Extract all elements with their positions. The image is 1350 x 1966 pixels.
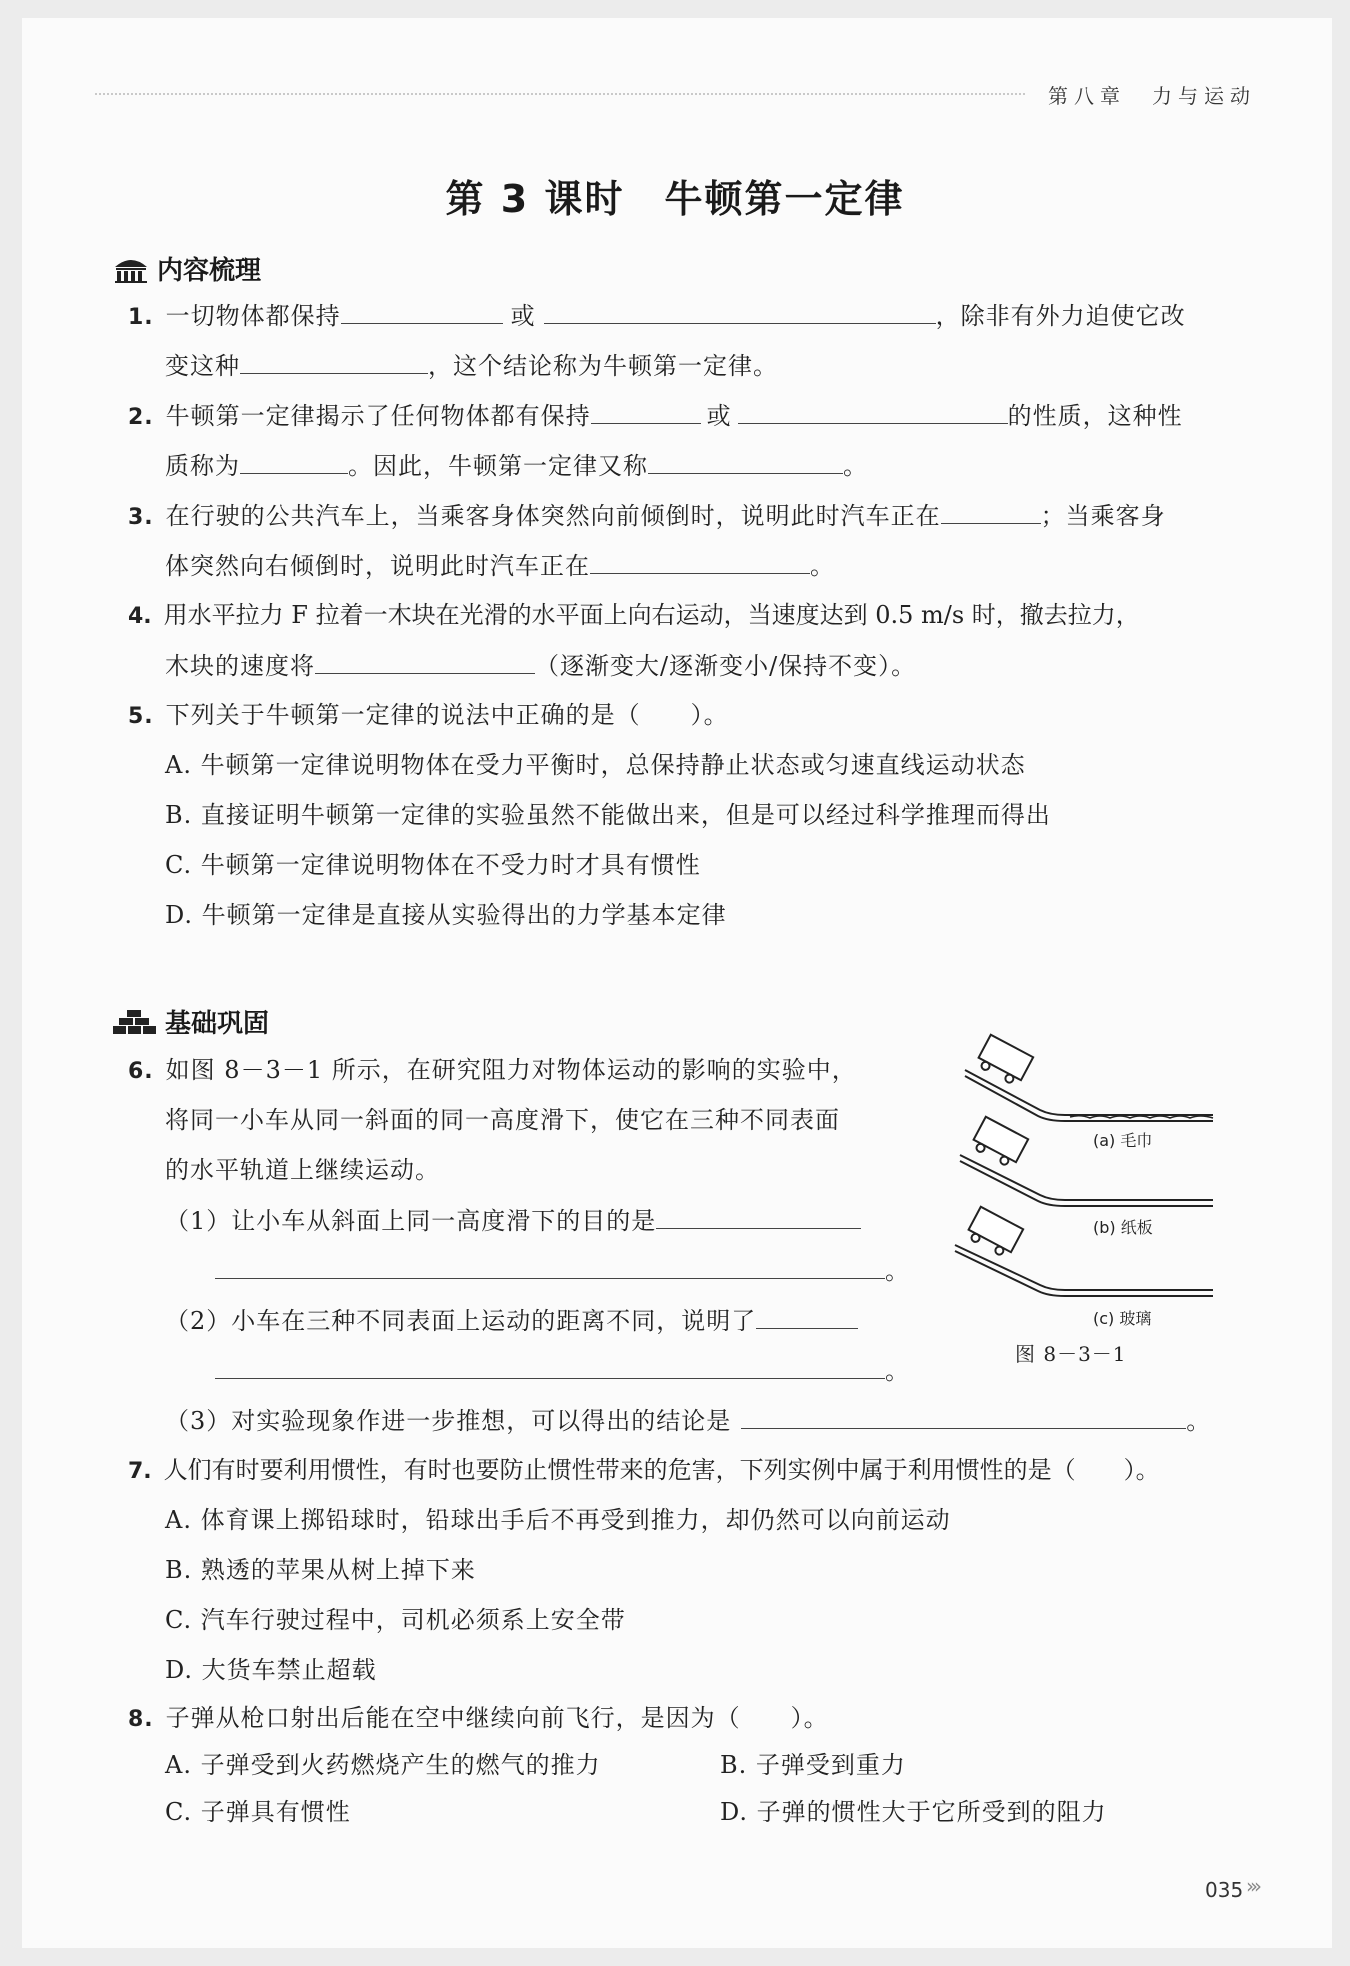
text: 。 <box>843 452 868 480</box>
figure-caption: 图 8－3－1 <box>1015 1342 1127 1366</box>
question-5-option-b[interactable]: B. 直接证明牛顿第一定律的实验虽然不能做出来，但是可以经过科学推理而得出 <box>165 801 1051 829</box>
question-7-option-c[interactable]: C. 汽车行驶过程中，司机必须系上安全带 <box>165 1606 626 1634</box>
question-1-line2 <box>165 349 778 382</box>
answer-blank[interactable] <box>656 1204 861 1229</box>
question-7-option-d[interactable]: D. 大货车禁止超载 <box>165 1656 377 1684</box>
question-8-option-a[interactable]: A. 子弹受到火药燃烧产生的燃气的推力 <box>165 1751 601 1779</box>
header-rule <box>95 93 1025 95</box>
answer-blank[interactable] <box>648 449 843 474</box>
text: （1）让小车从斜面上同一高度滑下的目的是 <box>165 1207 657 1235</box>
question-number: 1. <box>128 305 154 330</box>
section-label: 内容梳理 <box>157 256 262 286</box>
building-icon <box>113 255 149 283</box>
text: 或 <box>510 302 536 330</box>
section-basic-consolidation <box>113 1003 269 1040</box>
question-number: 4. <box>128 604 152 629</box>
answer-blank[interactable] <box>756 1304 858 1329</box>
surface-glass-diagram <box>955 1207 1213 1296</box>
question-8-option-d[interactable]: D. 子弹的惯性大于它所受到的阻力 <box>720 1798 1107 1826</box>
text: 体突然向右倾倒时，说明此时汽车正在 <box>165 552 590 580</box>
question-5-option-d[interactable]: D. 牛顿第一定律是直接从实验得出的力学基本定律 <box>165 901 727 929</box>
answer-blank[interactable] <box>591 399 701 424</box>
surface-cardboard-diagram <box>960 1117 1213 1206</box>
text: 木块的速度将 <box>165 652 315 680</box>
answer-blank[interactable] <box>590 549 810 574</box>
question-6-part1-cont <box>215 1254 910 1287</box>
question-8-option-b[interactable]: B. 子弹受到重力 <box>720 1751 906 1779</box>
surface-towel-diagram <box>965 1035 1213 1121</box>
text: 用水平拉力 F 拉着一木块在光滑的水平面上向右运动，当速度达到 0.5 m/s 时，撤去拉力， <box>163 601 1140 629</box>
answer-blank[interactable] <box>341 299 503 324</box>
question-6-line3: 的水平轨道上继续运动。 <box>165 1156 440 1184</box>
text: （逐渐变大/逐渐变小/保持不变）。 <box>535 652 917 680</box>
page-number: 035 <box>1205 1878 1244 1902</box>
question-4-line2 <box>165 649 916 682</box>
question-5-option-c[interactable]: C. 牛顿第一定律说明物体在不受力时才具有惯性 <box>165 851 701 879</box>
question-5-option-a[interactable]: A. 牛顿第一定律说明物体在受力平衡时，总保持静止状态或匀速直线运动状态 <box>165 751 1026 779</box>
question-6-part1 <box>165 1204 861 1237</box>
text: 下列关于牛顿第一定律的说法中正确的是（ ）。 <box>165 701 729 729</box>
chevrons-right-icon: ››› <box>1246 1874 1258 1898</box>
text: 。 <box>1186 1407 1212 1435</box>
text: 如图 8－3－1 所示，在研究阻力对物体运动的影响的实验中， <box>165 1056 857 1084</box>
question-6-part2 <box>165 1304 858 1337</box>
answer-blank[interactable] <box>544 299 936 324</box>
question-3-line1 <box>128 499 1166 534</box>
text: ，这个结论称为牛顿第一定律。 <box>428 352 778 380</box>
text: 。 <box>810 552 835 580</box>
figure-label-b: (b) 纸板 <box>1093 1218 1153 1237</box>
text: 变这种 <box>165 352 240 380</box>
text: 牛顿第一定律揭示了任何物体都有保持 <box>165 402 591 430</box>
section-content-review <box>113 250 261 287</box>
question-3-line2 <box>165 549 835 582</box>
question-2-line2 <box>165 449 868 482</box>
question-6-line2: 将同一小车从同一斜面的同一高度滑下，使它在三种不同表面 <box>165 1106 840 1134</box>
section-label: 基础巩固 <box>165 1009 270 1039</box>
answer-blank[interactable] <box>738 399 1008 424</box>
text: （2）小车在三种不同表面上运动的距离不同，说明了 <box>165 1307 757 1335</box>
question-2-line1 <box>128 399 1183 434</box>
question-number: 5. <box>128 704 154 729</box>
question-7-option-b[interactable]: B. 熟透的苹果从树上掉下来 <box>165 1556 476 1584</box>
answer-blank[interactable] <box>240 349 428 374</box>
question-7-option-a[interactable]: A. 体育课上掷铅球时，铅球出手后不再受到推力，却仍然可以向前运动 <box>165 1506 951 1534</box>
figure-label-c: (c) 玻璃 <box>1093 1309 1152 1328</box>
question-8-option-c[interactable]: C. 子弹具有惯性 <box>165 1798 351 1826</box>
answer-blank[interactable] <box>215 1254 885 1279</box>
question-number: 7. <box>128 1459 152 1484</box>
question-number: 8. <box>128 1707 154 1732</box>
text: 子弹从枪口射出后能在空中继续向前飞行，是因为（ ）。 <box>165 1704 829 1732</box>
text: 。 <box>885 1257 910 1285</box>
answer-blank[interactable] <box>215 1354 885 1379</box>
question-number: 3. <box>128 505 154 530</box>
inclined-plane-figure <box>945 1030 1225 1310</box>
text: 一切物体都保持 <box>165 302 341 330</box>
text: ；当乘客身 <box>1040 502 1166 530</box>
question-8-stem <box>128 1702 829 1736</box>
question-7-stem <box>128 1454 1160 1488</box>
bricks-icon <box>113 1008 157 1036</box>
question-6-part3 <box>165 1404 1211 1437</box>
answer-blank[interactable] <box>941 499 1041 524</box>
text: ，除非有外力迫使它改 <box>935 302 1186 330</box>
page-title: 第 3 课时 牛顿第一定律 <box>445 177 905 221</box>
answer-blank[interactable] <box>240 449 348 474</box>
text: 人们有时要利用惯性，有时也要防止惯性带来的危害，下列实例中属于利用惯性的是（ ）。 <box>163 1456 1160 1484</box>
question-6-part2-cont <box>215 1354 910 1387</box>
question-number: 6. <box>128 1059 154 1084</box>
question-5-stem <box>128 699 729 733</box>
question-1-line1 <box>128 299 1186 334</box>
text: 的性质，这种性 <box>1007 402 1183 430</box>
question-4-line1 <box>128 599 1140 633</box>
answer-blank[interactable] <box>315 649 535 674</box>
question-number: 2. <box>128 405 154 430</box>
text: 在行驶的公共汽车上，当乘客身体突然向前倾倒时，说明此时汽车正在 <box>165 502 941 530</box>
text: 或 <box>706 402 732 430</box>
text: （3）对实验现象作进一步推想，可以得出的结论是 <box>165 1407 732 1435</box>
answer-blank[interactable] <box>741 1404 1186 1429</box>
text: 。因此，牛顿第一定律又称 <box>348 452 648 480</box>
chapter-header: 第八章 力与运动 <box>1048 84 1256 108</box>
text: 。 <box>885 1357 910 1385</box>
question-6-line1 <box>128 1054 857 1088</box>
text: 质称为 <box>165 452 240 480</box>
figure-label-a: (a) 毛巾 <box>1093 1131 1153 1150</box>
